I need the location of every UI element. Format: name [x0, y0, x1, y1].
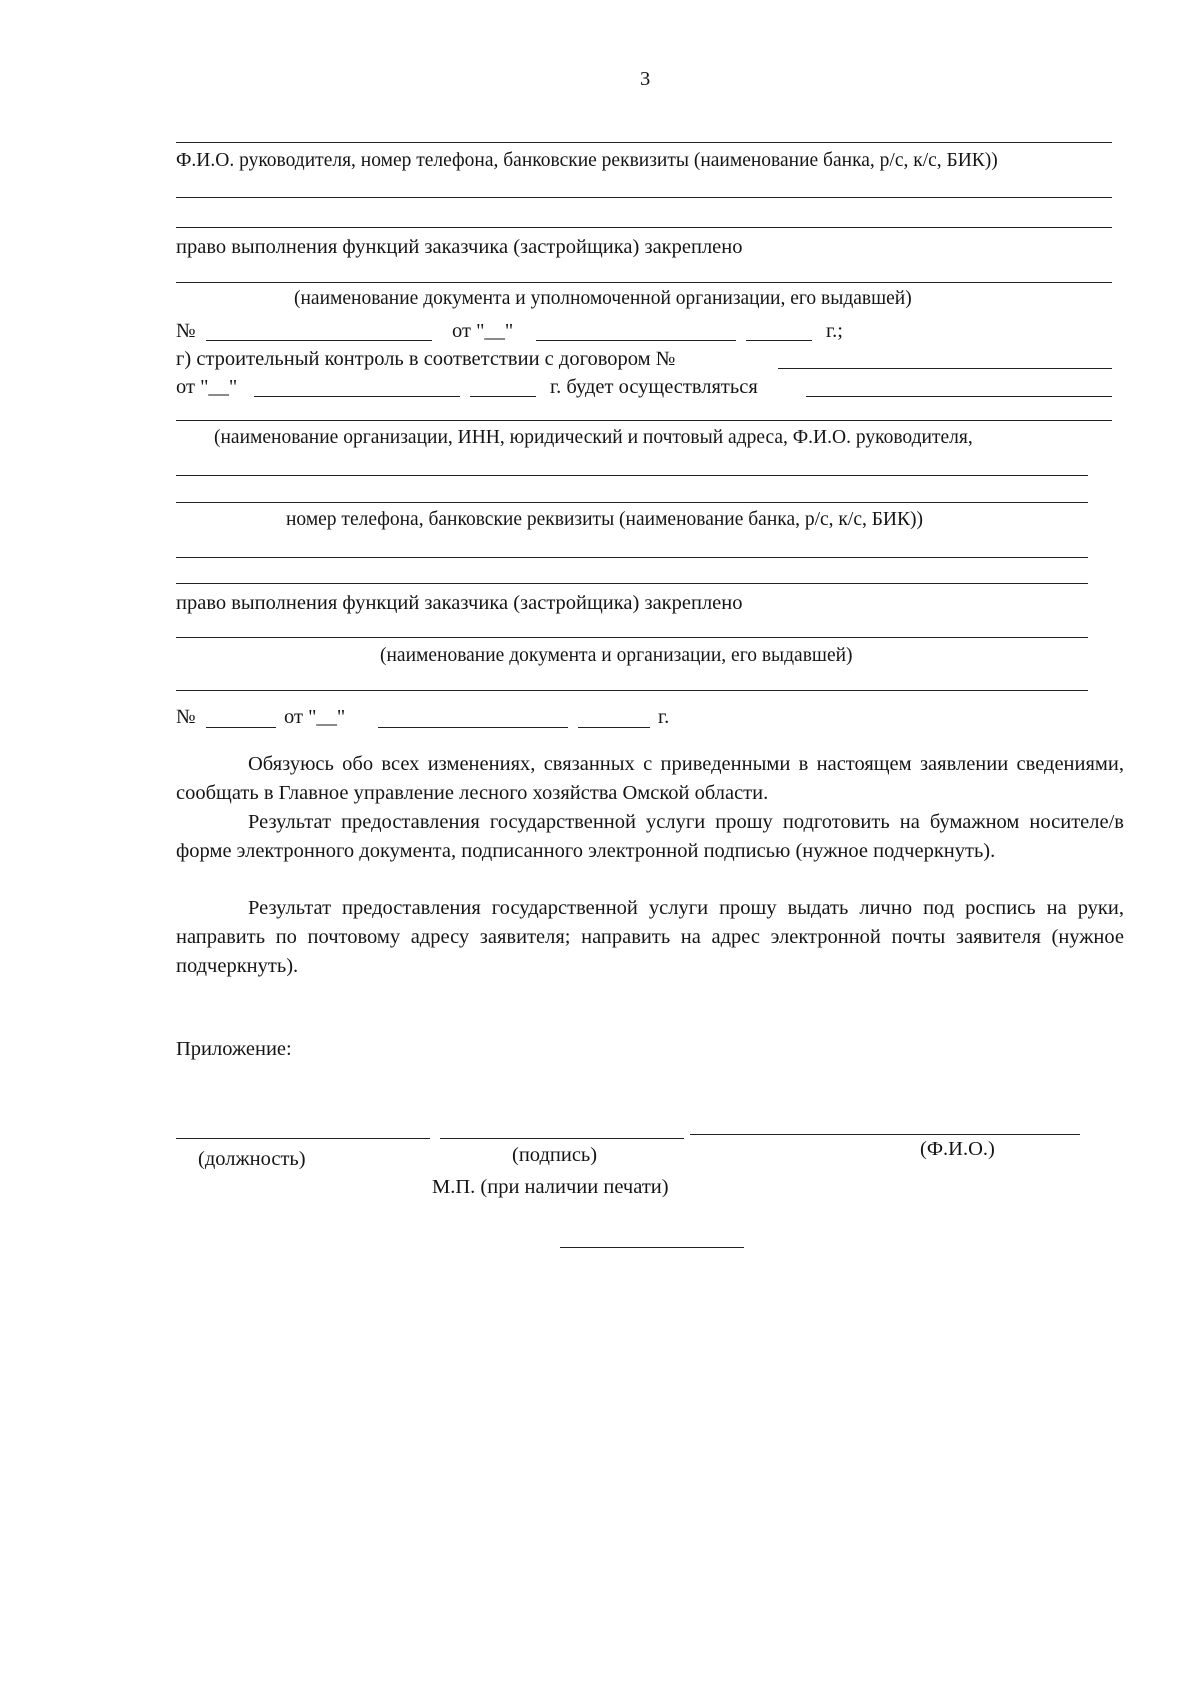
fill-line: [176, 420, 1112, 421]
signature-caption: (подпись): [512, 1144, 598, 1166]
number-field[interactable]: [206, 727, 276, 728]
date-label: от "__": [284, 706, 346, 728]
year-field[interactable]: [470, 396, 536, 397]
fill-line: [176, 557, 1088, 558]
obligation-paragraph: Обязуюсь обо всех изменениях, связанных с приведенными в настоящем заявлении сведениями, сообщать в Главное управление лесного хозяйства Омской области.: [176, 753, 1124, 804]
fill-line: [176, 282, 1112, 283]
date-label: от "__": [452, 320, 514, 342]
name-caption: (Ф.И.О.): [920, 1138, 995, 1160]
name-line[interactable]: [690, 1134, 1080, 1135]
fill-line: [176, 227, 1112, 228]
number-field[interactable]: [206, 340, 432, 341]
fio-caption: Ф.И.О. руководителя, номер телефона, банковские реквизиты (наименование банка, р/с, к/с, БИК)): [176, 150, 998, 171]
month-field[interactable]: [536, 340, 736, 341]
fill-line: [176, 690, 1088, 691]
year-field[interactable]: [578, 727, 650, 728]
year-field[interactable]: [746, 340, 812, 341]
document-caption: (наименование документа и организации, его выдавшей): [380, 645, 853, 666]
will-be-done-label: г. будет осуществляться: [550, 376, 758, 398]
fill-line: [176, 475, 1088, 476]
position-caption: (должность): [198, 1148, 306, 1170]
month-field[interactable]: [378, 727, 568, 728]
fill-line: [176, 583, 1088, 584]
page-number: 3: [640, 68, 651, 90]
year-label: г.: [658, 706, 670, 728]
stamp-caption: М.П. (при наличии печати): [432, 1176, 669, 1198]
fill-line: [176, 142, 1112, 143]
fill-line: [176, 502, 1088, 503]
year-label: г.;: [826, 320, 843, 342]
date-label: от "__": [176, 376, 238, 398]
end-divider: [560, 1247, 744, 1248]
contract-number-field[interactable]: [778, 368, 1112, 369]
customer-right-label: право выполнения функций заказчика (застройщика) закреплено: [176, 236, 743, 258]
phone-bank-caption: номер телефона, банковские реквизиты (наименование банка, р/с, к/с, БИК)): [286, 509, 923, 530]
organization-caption: (наименование организации, ИНН, юридический и почтовый адреса, Ф.И.О. руководителя,: [214, 427, 973, 448]
result-delivery-paragraph: Результат предоставления государственной услуги прошу выдать лично под роспись на руки, направить по почтовому адресу заявителя; направить на адрес электронной почты заявителя (нужное подчеркнуть).: [176, 897, 1124, 977]
position-line[interactable]: [176, 1138, 430, 1139]
result-format-paragraph: Результат предоставления государственной услуги прошу подготовить на бумажном носителе/в форме электронного документа, подписанного электронной подписью (нужное подчеркнуть).: [176, 811, 1124, 862]
fill-line: [176, 197, 1112, 198]
signature-line[interactable]: [440, 1138, 684, 1139]
number-label: №: [176, 320, 196, 342]
customer-right-label: право выполнения функций заказчика (застройщика) закреплено: [176, 592, 743, 614]
construction-control-item: г) строительный контроль в соответствии с договором №: [176, 348, 676, 370]
organization-field[interactable]: [806, 396, 1112, 397]
month-field[interactable]: [254, 396, 460, 397]
number-label: №: [176, 706, 196, 728]
fill-line: [176, 637, 1088, 638]
attachment-label: Приложение:: [176, 1038, 292, 1060]
document-caption: (наименование документа и уполномоченной организации, его выдавшей): [294, 288, 912, 309]
